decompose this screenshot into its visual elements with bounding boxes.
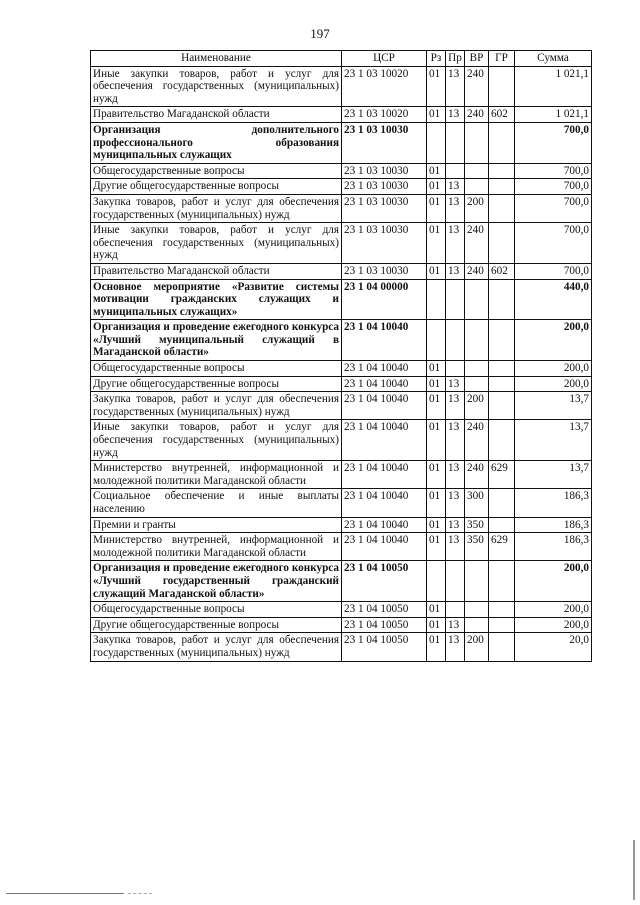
header-rz: Рз [427, 51, 446, 67]
cell-name: Закупка товаров, работ и услуг для обеспечения государственных (муниципальных) нужд [91, 392, 342, 420]
cell-name: Иные закупки товаров, работ и услуг для обеспечения государственных (муниципальных) нужд [91, 420, 342, 461]
cell-name: Министерство внутренней, информационной и молодежной политики Магаданской области [91, 533, 342, 561]
cell-rz [427, 561, 446, 602]
cell-name: Иные закупки товаров, работ и услуг для обеспечения государственных (муниципальных) нужд [91, 223, 342, 264]
cell-pr [446, 163, 465, 179]
cell-pr: 13 [446, 420, 465, 461]
table-row [91, 163, 592, 179]
table-row [91, 533, 592, 561]
cell-vr [465, 361, 489, 377]
cell-sum: 700,0 [515, 194, 592, 222]
cell-sum: 200,0 [515, 376, 592, 392]
cell-rz: 01 [427, 602, 446, 618]
cell-gr: 629 [489, 461, 515, 489]
table-body [91, 66, 592, 661]
cell-rz: 01 [427, 223, 446, 264]
table-row [91, 392, 592, 420]
cell-rz: 01 [427, 633, 446, 661]
cell-csr: 23 1 04 10050 [342, 617, 427, 633]
cell-csr: 23 1 03 10030 [342, 223, 427, 264]
cell-name: Организация и проведение ежегодного конкурса «Лучший муниципальный служащий в Магаданской области» [91, 320, 342, 361]
cell-pr [446, 320, 465, 361]
cell-name: Общегосударственные вопросы [91, 163, 342, 179]
cell-vr [465, 163, 489, 179]
cell-sum: 186,3 [515, 489, 592, 517]
cell-pr [446, 361, 465, 377]
cell-pr [446, 561, 465, 602]
cell-rz [427, 279, 446, 320]
cell-rz [427, 320, 446, 361]
cell-gr [489, 279, 515, 320]
cell-name: Иные закупки товаров, работ и услуг для обеспечения государственных (муниципальных) нужд [91, 66, 342, 107]
cell-name: Организация и проведение ежегодного конкурса «Лучший государственный гражданский служащий Магаданской области» [91, 561, 342, 602]
cell-csr: 23 1 04 10040 [342, 420, 427, 461]
cell-vr [465, 602, 489, 618]
cell-sum: 13,7 [515, 392, 592, 420]
cell-csr: 23 1 03 10020 [342, 107, 427, 123]
cell-csr: 23 1 04 10040 [342, 361, 427, 377]
cell-name: Министерство внутренней, информационной и молодежной политики Магаданской области [91, 461, 342, 489]
cell-vr: 240 [465, 461, 489, 489]
cell-csr: 23 1 04 10050 [342, 633, 427, 661]
cell-pr [446, 602, 465, 618]
table-header-row [91, 51, 592, 67]
cell-name: Закупка товаров, работ и услуг для обеспечения государственных (муниципальных) нужд [91, 194, 342, 222]
cell-csr: 23 1 03 10030 [342, 122, 427, 163]
cell-pr: 13 [446, 376, 465, 392]
cell-vr: 350 [465, 533, 489, 561]
cell-vr: 240 [465, 107, 489, 123]
cell-csr: 23 1 03 10030 [342, 263, 427, 279]
cell-gr [489, 179, 515, 195]
table-row [91, 361, 592, 377]
cell-rz: 01 [427, 107, 446, 123]
cell-rz: 01 [427, 66, 446, 107]
cell-name: Закупка товаров, работ и услуг для обеспечения государственных (муниципальных) нужд [91, 633, 342, 661]
cell-rz: 01 [427, 420, 446, 461]
cell-gr [489, 561, 515, 602]
cell-sum: 186,3 [515, 517, 592, 533]
cell-gr: 602 [489, 263, 515, 279]
header-pr: Пр [446, 51, 465, 67]
cell-vr [465, 320, 489, 361]
scan-edge-mark [633, 840, 635, 900]
table-row [91, 561, 592, 602]
cell-gr [489, 392, 515, 420]
cell-sum: 700,0 [515, 163, 592, 179]
table-row [91, 320, 592, 361]
footer-rule [6, 893, 124, 894]
cell-rz: 01 [427, 263, 446, 279]
cell-gr: 602 [489, 107, 515, 123]
cell-rz: 01 [427, 376, 446, 392]
table-row [91, 376, 592, 392]
cell-gr [489, 420, 515, 461]
table-row [91, 223, 592, 264]
cell-gr [489, 361, 515, 377]
cell-gr: 629 [489, 533, 515, 561]
table-row [91, 194, 592, 222]
cell-name: Основное мероприятие «Развитие системы мотивации гражданских служащих и муниципальных служащих» [91, 279, 342, 320]
cell-sum: 1 021,1 [515, 66, 592, 107]
header-gr: ГР [489, 51, 515, 67]
cell-csr: 23 1 04 00000 [342, 279, 427, 320]
table-row [91, 179, 592, 195]
cell-csr: 23 1 03 10020 [342, 66, 427, 107]
cell-name: Премии и гранты [91, 517, 342, 533]
cell-name: Другие общегосударственные вопросы [91, 376, 342, 392]
cell-csr: 23 1 04 10040 [342, 489, 427, 517]
cell-rz: 01 [427, 517, 446, 533]
cell-gr [489, 617, 515, 633]
cell-sum: 200,0 [515, 617, 592, 633]
cell-name: Правительство Магаданской области [91, 263, 342, 279]
table-row [91, 517, 592, 533]
cell-pr: 13 [446, 223, 465, 264]
cell-name: Общегосударственные вопросы [91, 361, 342, 377]
table-row [91, 122, 592, 163]
cell-gr [489, 122, 515, 163]
cell-vr [465, 179, 489, 195]
cell-gr [489, 163, 515, 179]
cell-pr [446, 279, 465, 320]
cell-rz: 01 [427, 533, 446, 561]
cell-csr: 23 1 03 10030 [342, 163, 427, 179]
cell-vr: 200 [465, 392, 489, 420]
table-row [91, 263, 592, 279]
cell-vr [465, 376, 489, 392]
cell-pr: 13 [446, 617, 465, 633]
cell-vr [465, 122, 489, 163]
cell-sum: 200,0 [515, 602, 592, 618]
cell-rz [427, 122, 446, 163]
cell-name: Общегосударственные вопросы [91, 602, 342, 618]
table-row [91, 602, 592, 618]
header-name: Наименование [91, 51, 342, 67]
cell-vr [465, 279, 489, 320]
cell-gr [489, 517, 515, 533]
table-row [91, 617, 592, 633]
cell-sum: 13,7 [515, 461, 592, 489]
cell-pr: 13 [446, 107, 465, 123]
cell-gr [489, 633, 515, 661]
cell-vr: 350 [465, 517, 489, 533]
header-csr: ЦСР [342, 51, 427, 67]
cell-csr: 23 1 03 10030 [342, 194, 427, 222]
cell-sum: 700,0 [515, 263, 592, 279]
cell-pr: 13 [446, 194, 465, 222]
cell-rz: 01 [427, 179, 446, 195]
cell-gr [489, 223, 515, 264]
cell-vr [465, 617, 489, 633]
cell-pr: 13 [446, 517, 465, 533]
cell-csr: 23 1 04 10040 [342, 533, 427, 561]
cell-sum: 20,0 [515, 633, 592, 661]
cell-sum: 1 021,1 [515, 107, 592, 123]
cell-vr: 300 [465, 489, 489, 517]
cell-gr [489, 320, 515, 361]
cell-vr [465, 561, 489, 602]
cell-gr [489, 194, 515, 222]
cell-pr: 13 [446, 633, 465, 661]
cell-rz: 01 [427, 392, 446, 420]
table-row [91, 461, 592, 489]
header-sum: Сумма [515, 51, 592, 67]
cell-gr [489, 66, 515, 107]
cell-csr: 23 1 04 10040 [342, 517, 427, 533]
cell-vr: 240 [465, 263, 489, 279]
cell-name: Другие общегосударственные вопросы [91, 179, 342, 195]
table-row [91, 633, 592, 661]
cell-pr [446, 122, 465, 163]
cell-vr: 240 [465, 66, 489, 107]
page-number: 197 [310, 26, 330, 41]
cell-vr: 240 [465, 223, 489, 264]
cell-sum: 186,3 [515, 533, 592, 561]
cell-sum: 700,0 [515, 223, 592, 264]
cell-pr: 13 [446, 489, 465, 517]
cell-sum: 200,0 [515, 361, 592, 377]
cell-gr [489, 376, 515, 392]
cell-vr: 240 [465, 420, 489, 461]
footer-rule-dashed [128, 893, 152, 894]
cell-csr: 23 1 04 10040 [342, 392, 427, 420]
cell-csr: 23 1 04 10050 [342, 561, 427, 602]
cell-name: Организация дополнительного профессионального образования муниципальных служащих [91, 122, 342, 163]
cell-sum: 440,0 [515, 279, 592, 320]
cell-sum: 700,0 [515, 179, 592, 195]
cell-name: Правительство Магаданской области [91, 107, 342, 123]
cell-pr: 13 [446, 533, 465, 561]
cell-sum: 13,7 [515, 420, 592, 461]
table-row [91, 107, 592, 123]
cell-sum: 200,0 [515, 320, 592, 361]
cell-rz: 01 [427, 194, 446, 222]
table-row [91, 279, 592, 320]
table-row [91, 420, 592, 461]
cell-csr: 23 1 04 10040 [342, 376, 427, 392]
cell-rz: 01 [427, 489, 446, 517]
cell-pr: 13 [446, 179, 465, 195]
cell-pr: 13 [446, 263, 465, 279]
cell-csr: 23 1 04 10040 [342, 461, 427, 489]
cell-rz: 01 [427, 361, 446, 377]
cell-gr [489, 489, 515, 517]
cell-pr: 13 [446, 461, 465, 489]
cell-sum: 200,0 [515, 561, 592, 602]
cell-name: Социальное обеспечение и иные выплаты населению [91, 489, 342, 517]
header-vr: ВР [465, 51, 489, 67]
cell-pr: 13 [446, 392, 465, 420]
budget-table [90, 50, 592, 662]
cell-pr: 13 [446, 66, 465, 107]
cell-csr: 23 1 04 10050 [342, 602, 427, 618]
cell-rz: 01 [427, 163, 446, 179]
cell-csr: 23 1 03 10030 [342, 179, 427, 195]
cell-name: Другие общегосударственные вопросы [91, 617, 342, 633]
cell-csr: 23 1 04 10040 [342, 320, 427, 361]
cell-gr [489, 602, 515, 618]
cell-vr: 200 [465, 194, 489, 222]
cell-rz: 01 [427, 461, 446, 489]
cell-vr: 200 [465, 633, 489, 661]
cell-rz: 01 [427, 617, 446, 633]
cell-sum: 700,0 [515, 122, 592, 163]
table-row [91, 66, 592, 107]
table-row [91, 489, 592, 517]
